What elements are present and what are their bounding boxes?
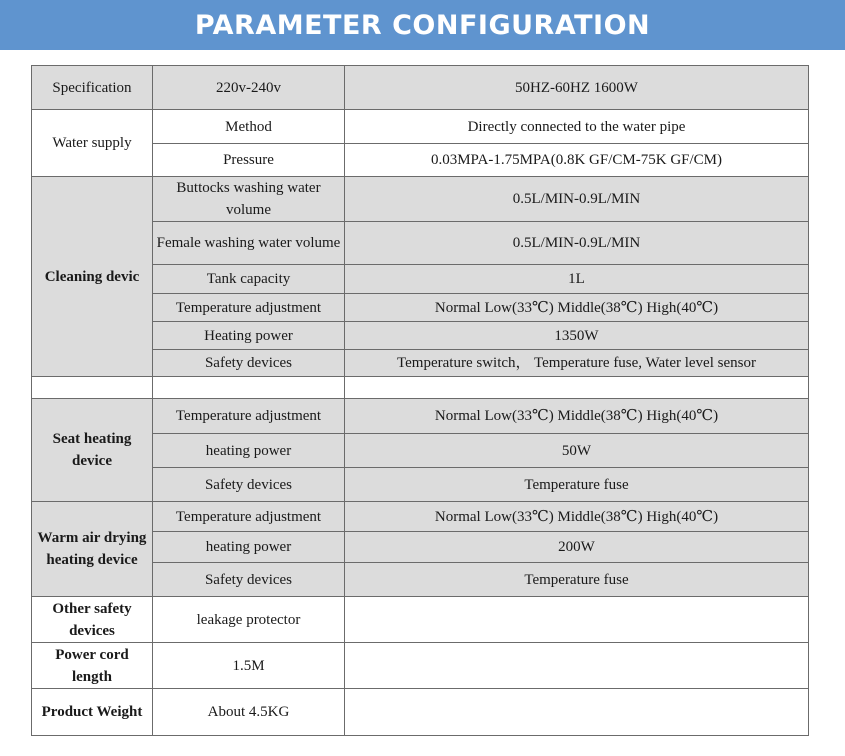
row-item: Safety devices <box>153 350 345 377</box>
table-row <box>32 643 809 689</box>
row-value: 0.5L/MIN-0.9L/MIN <box>345 222 809 265</box>
row-value: Normal Low(33℃) Middle(38℃) High(40℃) <box>345 399 809 434</box>
page-title-banner <box>0 0 845 50</box>
row-item: Female washing water volume <box>153 222 345 265</box>
row-item: Method <box>153 110 345 144</box>
row-value: Temperature switch， Temperature fuse, Water level sensor <box>345 350 809 377</box>
table-row <box>32 399 809 434</box>
spec-voltage: 220v-240v <box>153 66 345 110</box>
row-item: Temperature adjustment <box>153 502 345 532</box>
row-value: About 4.5KG <box>153 689 345 736</box>
spec-table <box>31 65 809 736</box>
row-value: 0.03MPA-1.75MPA(0.8K GF/CM-75K GF/CM) <box>345 144 809 177</box>
row-item: Safety devices <box>153 468 345 502</box>
row-item: Pressure <box>153 144 345 177</box>
row-item: Heating power <box>153 322 345 350</box>
spec-label: Specification <box>32 66 153 110</box>
row-item: Buttocks washing water volume <box>153 177 345 222</box>
page-title: PARAMETER CONFIGURATION <box>194 9 651 41</box>
table-row <box>32 689 809 736</box>
row-item: Temperature adjustment <box>153 399 345 434</box>
warm-air-label: Warm air drying heating device <box>32 502 153 597</box>
water-supply-label: Water supply <box>32 110 153 177</box>
row-item: heating power <box>153 434 345 468</box>
row-value: 200W <box>345 532 809 563</box>
seat-heating-label: Seat heating device <box>32 399 153 502</box>
row-value: 0.5L/MIN-0.9L/MIN <box>345 177 809 222</box>
cleaning-device-label: Cleaning devic <box>32 177 153 377</box>
row-value: 1.5M <box>153 643 345 689</box>
other-safety-label: Other safety devices <box>32 597 153 643</box>
row-value: Directly connected to the water pipe <box>345 110 809 144</box>
table-row <box>32 110 809 144</box>
row-item: Safety devices <box>153 563 345 597</box>
row-value: leakage protector <box>153 597 345 643</box>
row-value: Normal Low(33℃) Middle(38℃) High(40℃) <box>345 294 809 322</box>
row-item: Temperature adjustment <box>153 294 345 322</box>
row-value: Normal Low(33℃) Middle(38℃) High(40℃) <box>345 502 809 532</box>
row-value: Temperature fuse <box>345 563 809 597</box>
weight-label: Product Weight <box>32 689 153 736</box>
power-cord-label: Power cord length <box>32 643 153 689</box>
row-value: 1350W <box>345 322 809 350</box>
table-row <box>32 177 809 222</box>
row-value: Temperature fuse <box>345 468 809 502</box>
spec-value: 50HZ-60HZ 1600W <box>345 66 809 110</box>
row-item: heating power <box>153 532 345 563</box>
table-row <box>32 597 809 643</box>
spacer-row <box>32 377 809 399</box>
row-value: 1L <box>345 265 809 294</box>
row-item: Tank capacity <box>153 265 345 294</box>
table-row <box>32 502 809 532</box>
table-row <box>32 66 809 110</box>
row-value: 50W <box>345 434 809 468</box>
